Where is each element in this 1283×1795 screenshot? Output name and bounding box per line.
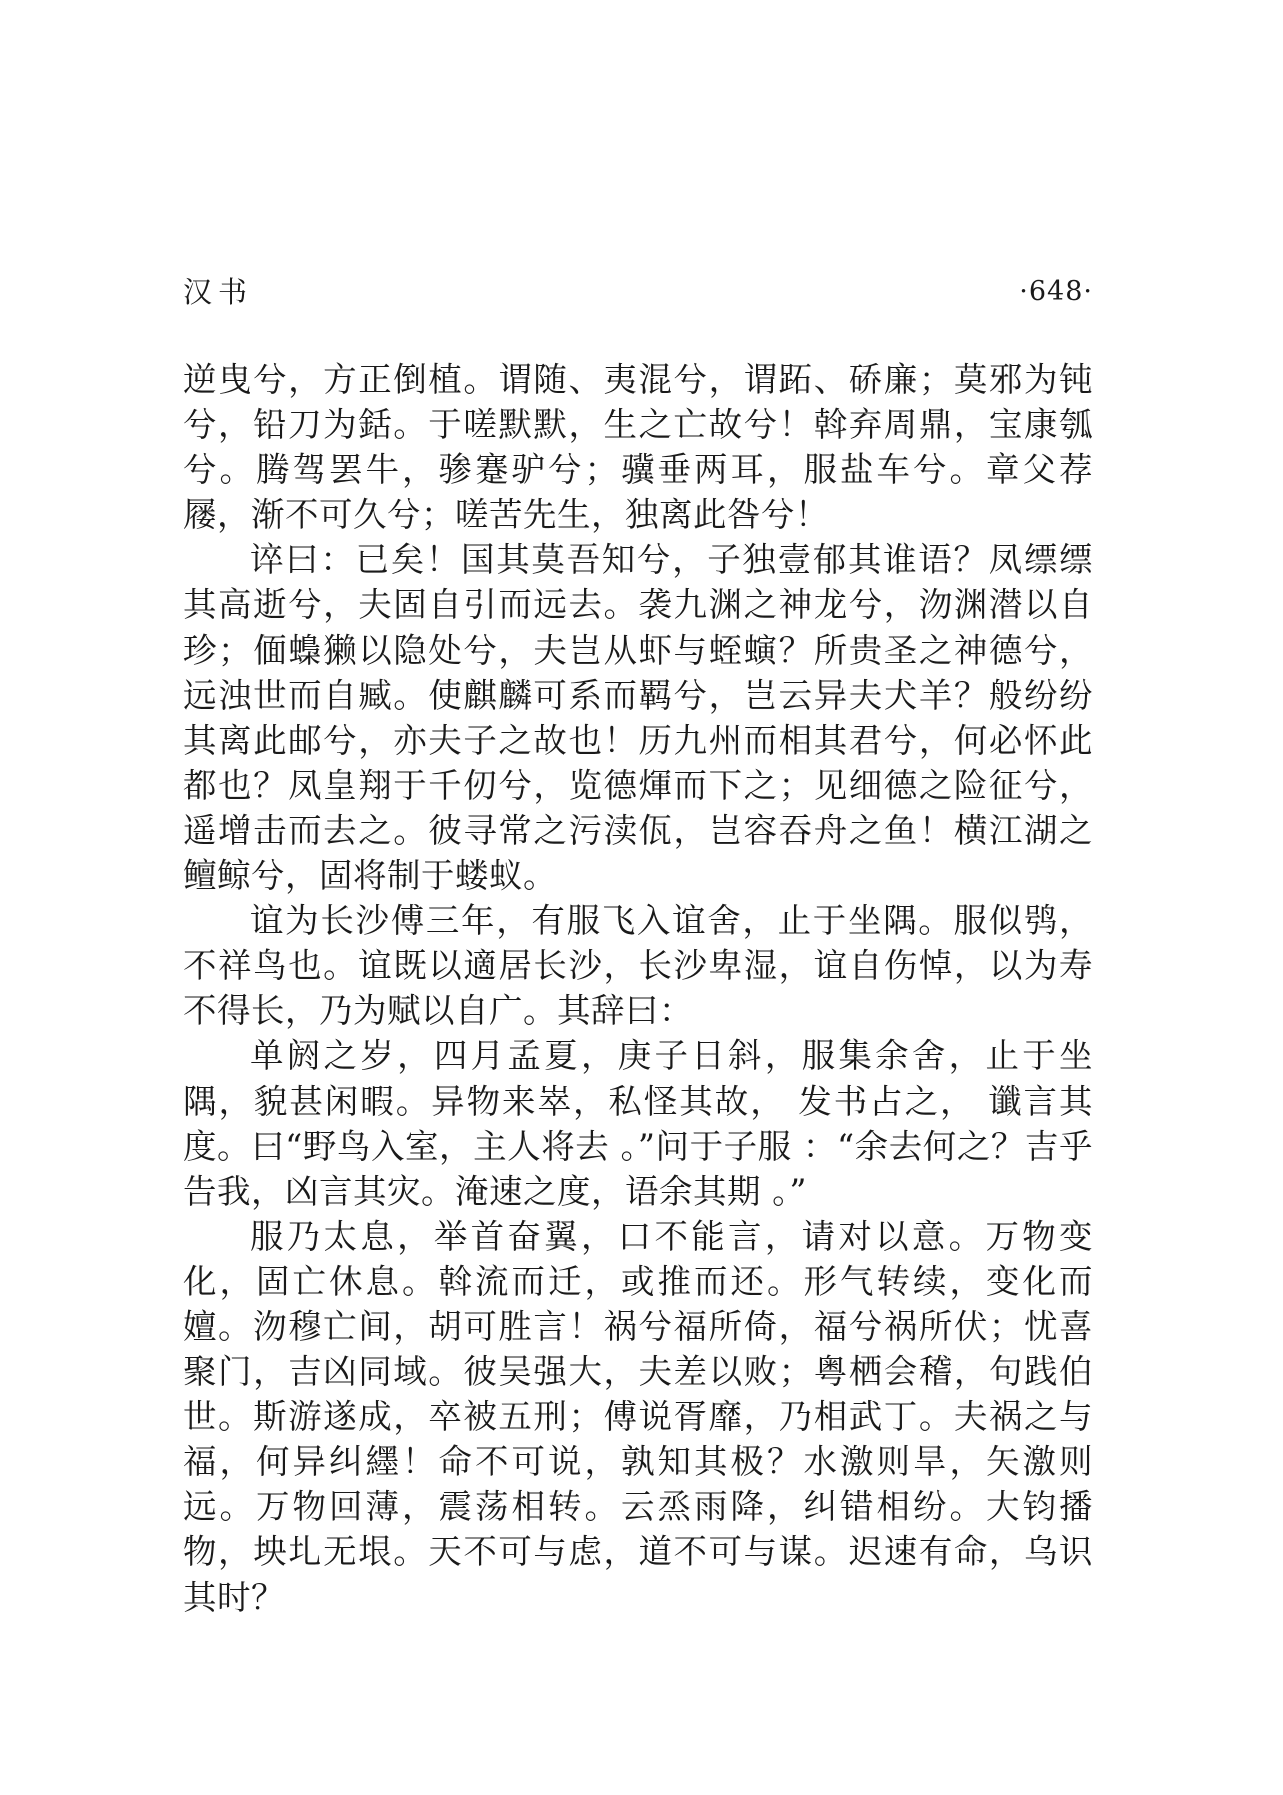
paragraph-1: 逆曳兮，方正倒植。谓随、夷混兮，谓跖、硚廉；莫邪为钝兮，铅刀为銛。于嗟默默，生之亡故兮！斡弃周鼎，宝康瓠兮。腾驾罢牛，骖蹇驴兮；骥垂两耳，服盐车兮。章父荐屦，渐不可久兮；嗟苦先生，独离此咎兮！ (183, 360, 1093, 535)
body-text (183, 357, 1093, 1620)
page-header (183, 272, 1093, 312)
paragraph-5: 服乃太息，举首奋翼，口不能言，请对以意。万物变化，固亡休息。斡流而迁，或推而还。形气转续，变化而嬗。沕穆亡间，胡可胜言！祸兮福所倚，福兮祸所伏；忧喜聚门，吉凶同域。彼吴强大，夫差以败；粤栖会稽，句践伯世。斯游遂成，卒被五刑；傅说胥靡，乃相武丁。夫祸之与福，何异纠纆！命不可说，孰知其极？水激则旱，矢激则远。万物回薄，震荡相转。云烝雨降，纠错相纷。大钧播物，坱圠无垠。天不可与虑，道不可与谋。迟速有命，乌识其时？ (183, 1216, 1093, 1617)
paragraph-2: 谇曰：已矣！国其莫吾知兮，子独壹郁其谁语？凤缥缥其高逝兮，夫固自引而远去。袭九渊之神龙兮，沕渊潜以自珍；偭蟂獭以隐处兮，夫岂从虾与蛭螾？所贵圣之神德兮，远浊世而自臧。使麒麟可系而羁兮，岂云异夫犬羊？般纷纷其离此邮兮，亦夫子之故也！历九州而相其君兮，何必怀此都也？凤皇翔于千仞兮，览德煇而下之；见细德之险征兮，遥增击而去之。彼寻常之污渎佤，岂容吞舟之鱼！横江湖之鳣鲸兮，固将制于蝼蚁。 (183, 540, 1093, 896)
book-title: 汉书 (183, 275, 254, 309)
page-number: ·648· (1019, 276, 1093, 307)
paragraph-3: 谊为长沙傅三年，有服飞入谊舍，止于坐隅。服似鸮，不祥鸟也。谊既以適居长沙，长沙卑湿，谊自伤悼，以为寿不得长，乃为赋以自广。其辞曰： (183, 901, 1093, 1031)
paragraph-4: 单阏之岁，四月孟夏，庚子日斜，服集余舍，止于坐隅，貌甚闲暇。异物来崒，私怪其故， 发书占之， 谶言其度。曰“野鸟入室，主人将去 。”问于子服 ：“余去何之？吉乎告我，凶言其灾。淹速之度，语余其期 。” (183, 1036, 1093, 1211)
